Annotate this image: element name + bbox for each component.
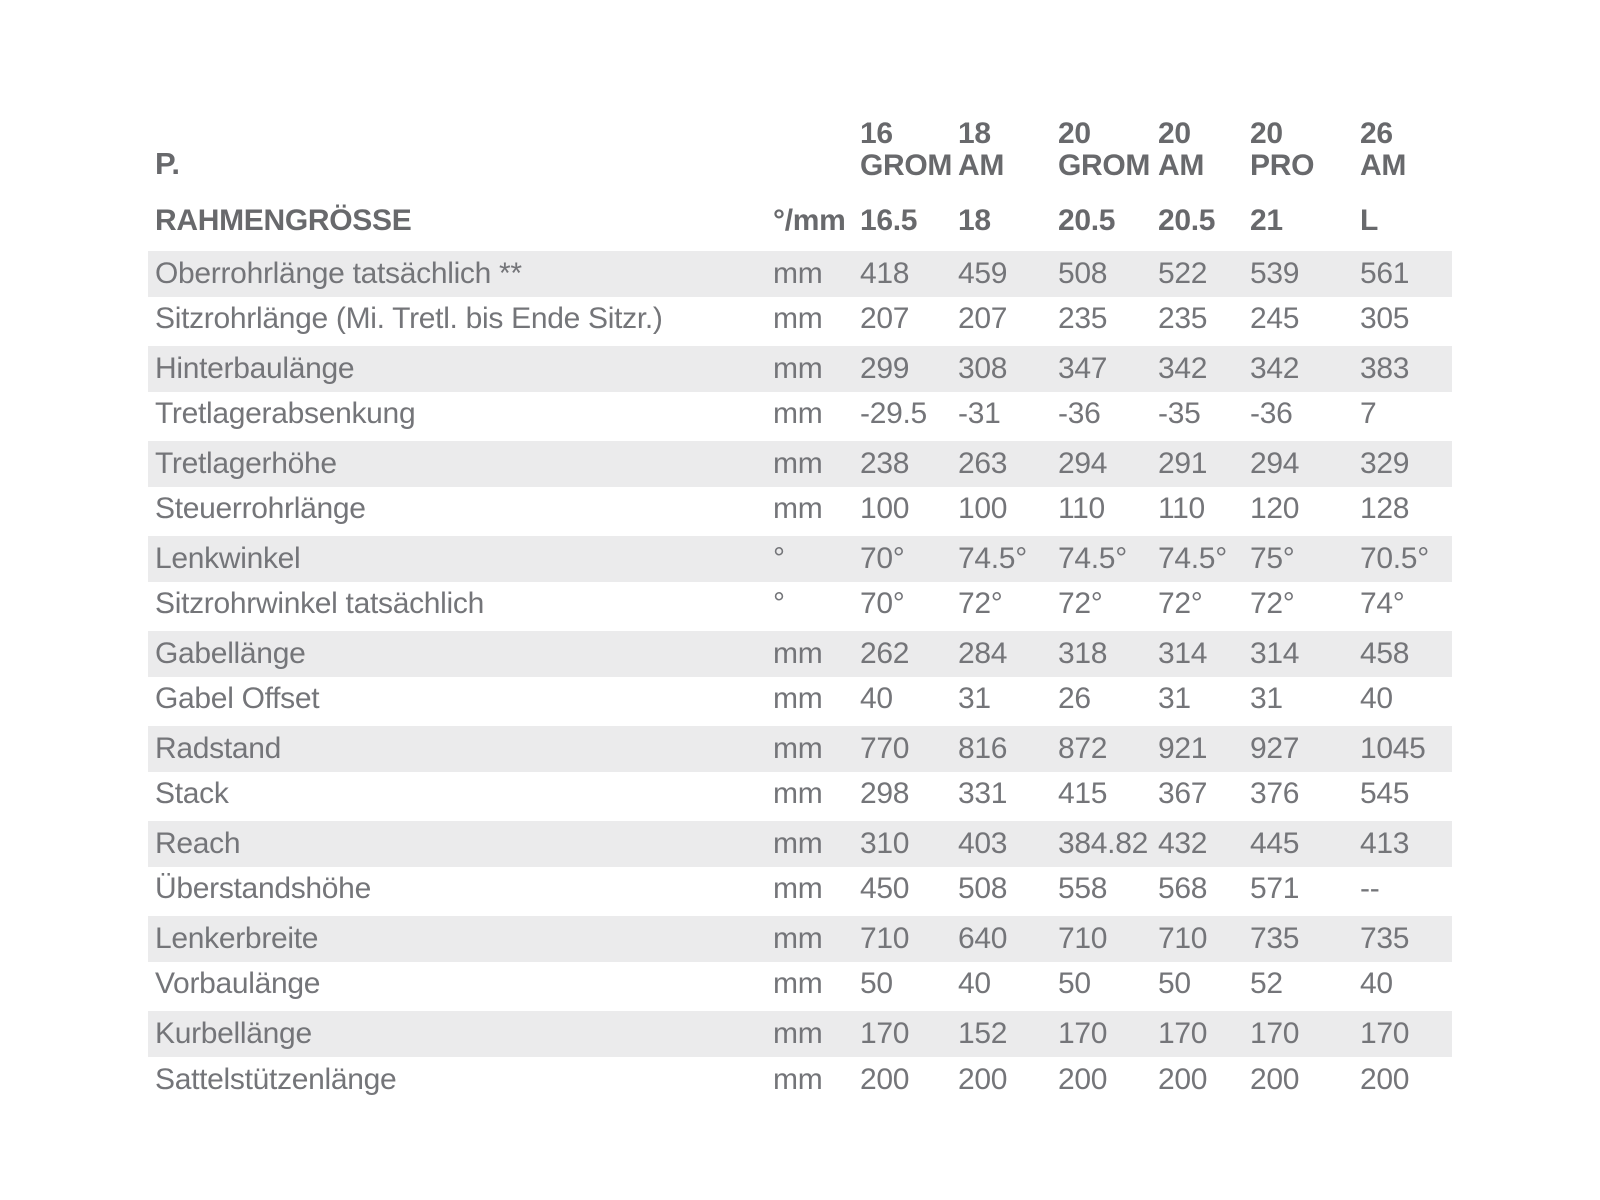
cell-value: 110 [1058, 492, 1105, 526]
cell-value: 710 [852, 914, 950, 962]
table-row [148, 297, 1452, 345]
cell-value: -- [1360, 872, 1380, 906]
row-label: Reach [148, 819, 755, 867]
cell-value: -31 [958, 397, 1001, 431]
row-unit: mm [773, 302, 823, 336]
row-unit: mm [755, 629, 852, 677]
cell-value: 384.82 [1050, 819, 1150, 867]
cell-value: 200 [1250, 1063, 1300, 1097]
cell-value: 200 [1360, 1063, 1410, 1097]
cell-value: 120 [1250, 492, 1300, 526]
row-unit: ° [755, 534, 852, 582]
cell-value: 74.5° [1050, 534, 1150, 582]
cell-value: 415 [1058, 777, 1108, 811]
unit-header: °/mm [773, 204, 846, 237]
row-label: Gabel Offset [155, 682, 320, 716]
cell-value: 74.5° [950, 534, 1050, 582]
cell-value: 383 [1352, 344, 1452, 392]
cell-value: 298 [860, 777, 910, 811]
cell-value: 450 [860, 872, 910, 906]
cell-value: 342 [1242, 344, 1352, 392]
row-label: Lenkwinkel [148, 534, 755, 582]
row-unit: mm [773, 777, 823, 811]
row-label: Sattelstützenlänge [155, 1063, 397, 1097]
frame-size: 16.5 [860, 204, 918, 237]
column-header-size [950, 192, 1050, 249]
cell-value: 50 [1058, 967, 1091, 1001]
frame-size: 20.5 [1158, 204, 1216, 237]
cell-value: 816 [950, 724, 1050, 772]
page-title-cell [148, 96, 755, 192]
spacer-cell [755, 96, 852, 192]
cell-value: 100 [860, 492, 910, 526]
cell-value: 75° [1242, 534, 1352, 582]
cell-value: 545 [1360, 777, 1410, 811]
cell-value: 710 [1150, 914, 1242, 962]
row-label: Tretlagerhöhe [148, 439, 755, 487]
cell-value: 7 [1360, 397, 1377, 431]
cell-value: 40 [958, 967, 991, 1001]
cell-value: -35 [1158, 397, 1201, 431]
size-row-label: RAHMENGRÖSSE [155, 204, 412, 237]
table-row [148, 534, 1452, 582]
column-header-model [852, 96, 953, 192]
model-wheel-size: 18 [958, 117, 991, 150]
row-unit: mm [773, 492, 823, 526]
cell-value: 331 [958, 777, 1008, 811]
cell-value: 200 [1058, 1063, 1108, 1097]
table-row [148, 819, 1452, 867]
row-label: Hinterbaulänge [148, 344, 755, 392]
cell-value: 458 [1352, 629, 1452, 677]
cell-value: 735 [1242, 914, 1352, 962]
page-title: P. [155, 146, 180, 181]
cell-value: 418 [852, 249, 950, 297]
cell-value: 413 [1352, 819, 1452, 867]
row-label: Radstand [148, 724, 755, 772]
column-header-size [1242, 192, 1352, 249]
cell-value: 207 [860, 302, 910, 336]
cell-value: 262 [852, 629, 950, 677]
cell-value: 40 [1360, 682, 1393, 716]
table-row [148, 487, 1452, 535]
geometry-table [148, 96, 1452, 1104]
frame-size: 18 [958, 204, 991, 237]
cell-value: -29.5 [860, 397, 927, 431]
row-label: Lenkerbreite [148, 914, 755, 962]
cell-value: -36 [1250, 397, 1293, 431]
cell-value: 74.5° [1150, 534, 1242, 582]
frame-size: L [1360, 204, 1379, 237]
model-wheel-size: 26 [1360, 117, 1393, 150]
cell-value: 40 [860, 682, 893, 716]
row-label: Vorbaulänge [155, 967, 321, 1001]
cell-value: 561 [1352, 249, 1452, 297]
table-row [148, 1009, 1452, 1057]
model-name: AM [1360, 149, 1407, 182]
model-name: AM [1158, 149, 1205, 182]
column-header-size [852, 192, 950, 249]
table-row [148, 392, 1452, 440]
cell-value: 31 [1250, 682, 1283, 716]
cell-value: 74° [1360, 587, 1405, 621]
row-unit: mm [755, 344, 852, 392]
cell-value: 170 [1352, 1009, 1452, 1057]
cell-value: 308 [950, 344, 1050, 392]
model-wheel-size: 20 [1058, 117, 1091, 150]
cell-value: 70° [860, 587, 905, 621]
cell-value: 310 [852, 819, 950, 867]
model-name: PRO [1250, 149, 1315, 182]
cell-value: 318 [1050, 629, 1150, 677]
cell-value: 50 [860, 967, 893, 1001]
table-row [148, 677, 1452, 725]
row-label: Steuerrohrlänge [155, 492, 366, 526]
table-row [148, 1057, 1452, 1105]
row-unit: mm [755, 439, 852, 487]
column-header-model [950, 96, 1050, 192]
cell-value: 235 [1058, 302, 1108, 336]
unit-header-cell [755, 192, 852, 249]
column-header-size [1050, 192, 1150, 249]
table-row [148, 582, 1452, 630]
cell-value: 72° [958, 587, 1003, 621]
cell-value: 314 [1150, 629, 1242, 677]
cell-value: 72° [1058, 587, 1103, 621]
table-row [148, 724, 1452, 772]
cell-value: 31 [1158, 682, 1191, 716]
row-unit: mm [755, 914, 852, 962]
model-header-row [148, 96, 1452, 192]
row-unit: mm [755, 1009, 852, 1057]
size-header-row [148, 192, 1452, 249]
column-header-model [1242, 96, 1352, 192]
cell-value: 200 [958, 1063, 1008, 1097]
model-wheel-size: 16 [860, 117, 893, 150]
table-row [148, 772, 1452, 820]
model-wheel-size: 20 [1250, 117, 1283, 150]
table-row [148, 867, 1452, 915]
cell-value: 347 [1050, 344, 1150, 392]
cell-value: 291 [1150, 439, 1242, 487]
cell-value: 70.5° [1352, 534, 1452, 582]
frame-size: 21 [1250, 204, 1283, 237]
cell-value: 568 [1158, 872, 1208, 906]
row-label: Kurbellänge [148, 1009, 755, 1057]
row-unit: mm [773, 1063, 823, 1097]
cell-value: 1045 [1352, 724, 1452, 772]
table-row [148, 439, 1452, 487]
cell-value: 329 [1352, 439, 1452, 487]
cell-value: 72° [1250, 587, 1295, 621]
cell-value: 26 [1058, 682, 1091, 716]
model-wheel-size: 20 [1158, 117, 1191, 150]
row-label: Sitzrohrwinkel tatsächlich [155, 587, 484, 621]
cell-value: 284 [950, 629, 1050, 677]
cell-value: 70° [852, 534, 950, 582]
cell-value: 152 [950, 1009, 1050, 1057]
cell-value: 299 [852, 344, 950, 392]
cell-value: 921 [1150, 724, 1242, 772]
row-unit: mm [755, 819, 852, 867]
cell-value: 294 [1242, 439, 1352, 487]
cell-value: 245 [1250, 302, 1300, 336]
column-header-size [1352, 192, 1452, 249]
cell-value: 170 [852, 1009, 950, 1057]
size-row-label-cell [148, 192, 755, 249]
row-unit: ° [773, 587, 785, 621]
cell-value: 508 [958, 872, 1008, 906]
table-header [148, 96, 1452, 249]
model-name: GROM [1058, 149, 1151, 182]
table-row [148, 249, 1452, 297]
cell-value: 128 [1360, 492, 1410, 526]
column-header-model [1352, 96, 1452, 192]
cell-value: 558 [1058, 872, 1108, 906]
cell-value: 571 [1250, 872, 1300, 906]
row-unit: mm [773, 967, 823, 1001]
cell-value: 294 [1050, 439, 1150, 487]
model-name: GROM [860, 149, 953, 182]
cell-value: 50 [1158, 967, 1191, 1001]
cell-value: 710 [1050, 914, 1150, 962]
row-label: Sitzrohrlänge (Mi. Tretl. bis Ende Sitzr.) [155, 302, 663, 336]
row-unit: mm [755, 724, 852, 772]
row-label: Gabellänge [148, 629, 755, 677]
cell-value: 508 [1050, 249, 1150, 297]
cell-value: 170 [1150, 1009, 1242, 1057]
row-label: Überstandshöhe [155, 872, 371, 906]
table-row [148, 914, 1452, 962]
table-row [148, 962, 1452, 1010]
cell-value: 403 [950, 819, 1050, 867]
cell-value: 735 [1352, 914, 1452, 962]
row-unit: mm [755, 249, 852, 297]
column-header-model [1150, 96, 1242, 192]
cell-value: 432 [1150, 819, 1242, 867]
cell-value: 927 [1242, 724, 1352, 772]
cell-value: 314 [1242, 629, 1352, 677]
cell-value: 100 [958, 492, 1008, 526]
column-header-size [1150, 192, 1242, 249]
cell-value: 367 [1158, 777, 1208, 811]
cell-value: 235 [1158, 302, 1208, 336]
cell-value: 376 [1250, 777, 1300, 811]
table-row [148, 344, 1452, 392]
cell-value: 770 [852, 724, 950, 772]
cell-value: 207 [958, 302, 1008, 336]
cell-value: 40 [1360, 967, 1393, 1001]
cell-value: 31 [958, 682, 991, 716]
row-unit: mm [773, 682, 823, 716]
row-label: Oberrohrlänge tatsächlich ** [148, 249, 755, 297]
cell-value: 459 [950, 249, 1050, 297]
cell-value: 200 [1158, 1063, 1208, 1097]
frame-size: 20.5 [1058, 204, 1116, 237]
model-name: AM [958, 149, 1005, 182]
cell-value: 170 [1050, 1009, 1150, 1057]
cell-value: 170 [1242, 1009, 1352, 1057]
row-unit: mm [773, 872, 823, 906]
cell-value: 445 [1242, 819, 1352, 867]
cell-value: -36 [1058, 397, 1101, 431]
cell-value: 263 [950, 439, 1050, 487]
row-label: Stack [155, 777, 229, 811]
cell-value: 110 [1158, 492, 1205, 526]
column-header-model [1050, 96, 1150, 192]
cell-value: 305 [1360, 302, 1410, 336]
cell-value: 872 [1050, 724, 1150, 772]
cell-value: 640 [950, 914, 1050, 962]
cell-value: 342 [1150, 344, 1242, 392]
cell-value: 52 [1250, 967, 1283, 1001]
cell-value: 72° [1158, 587, 1203, 621]
row-label: Tretlagerabsenkung [155, 397, 416, 431]
cell-value: 522 [1150, 249, 1242, 297]
cell-value: 539 [1242, 249, 1352, 297]
table-body [148, 249, 1452, 1104]
cell-value: 238 [852, 439, 950, 487]
cell-value: 200 [860, 1063, 910, 1097]
row-unit: mm [773, 397, 823, 431]
table-row [148, 629, 1452, 677]
